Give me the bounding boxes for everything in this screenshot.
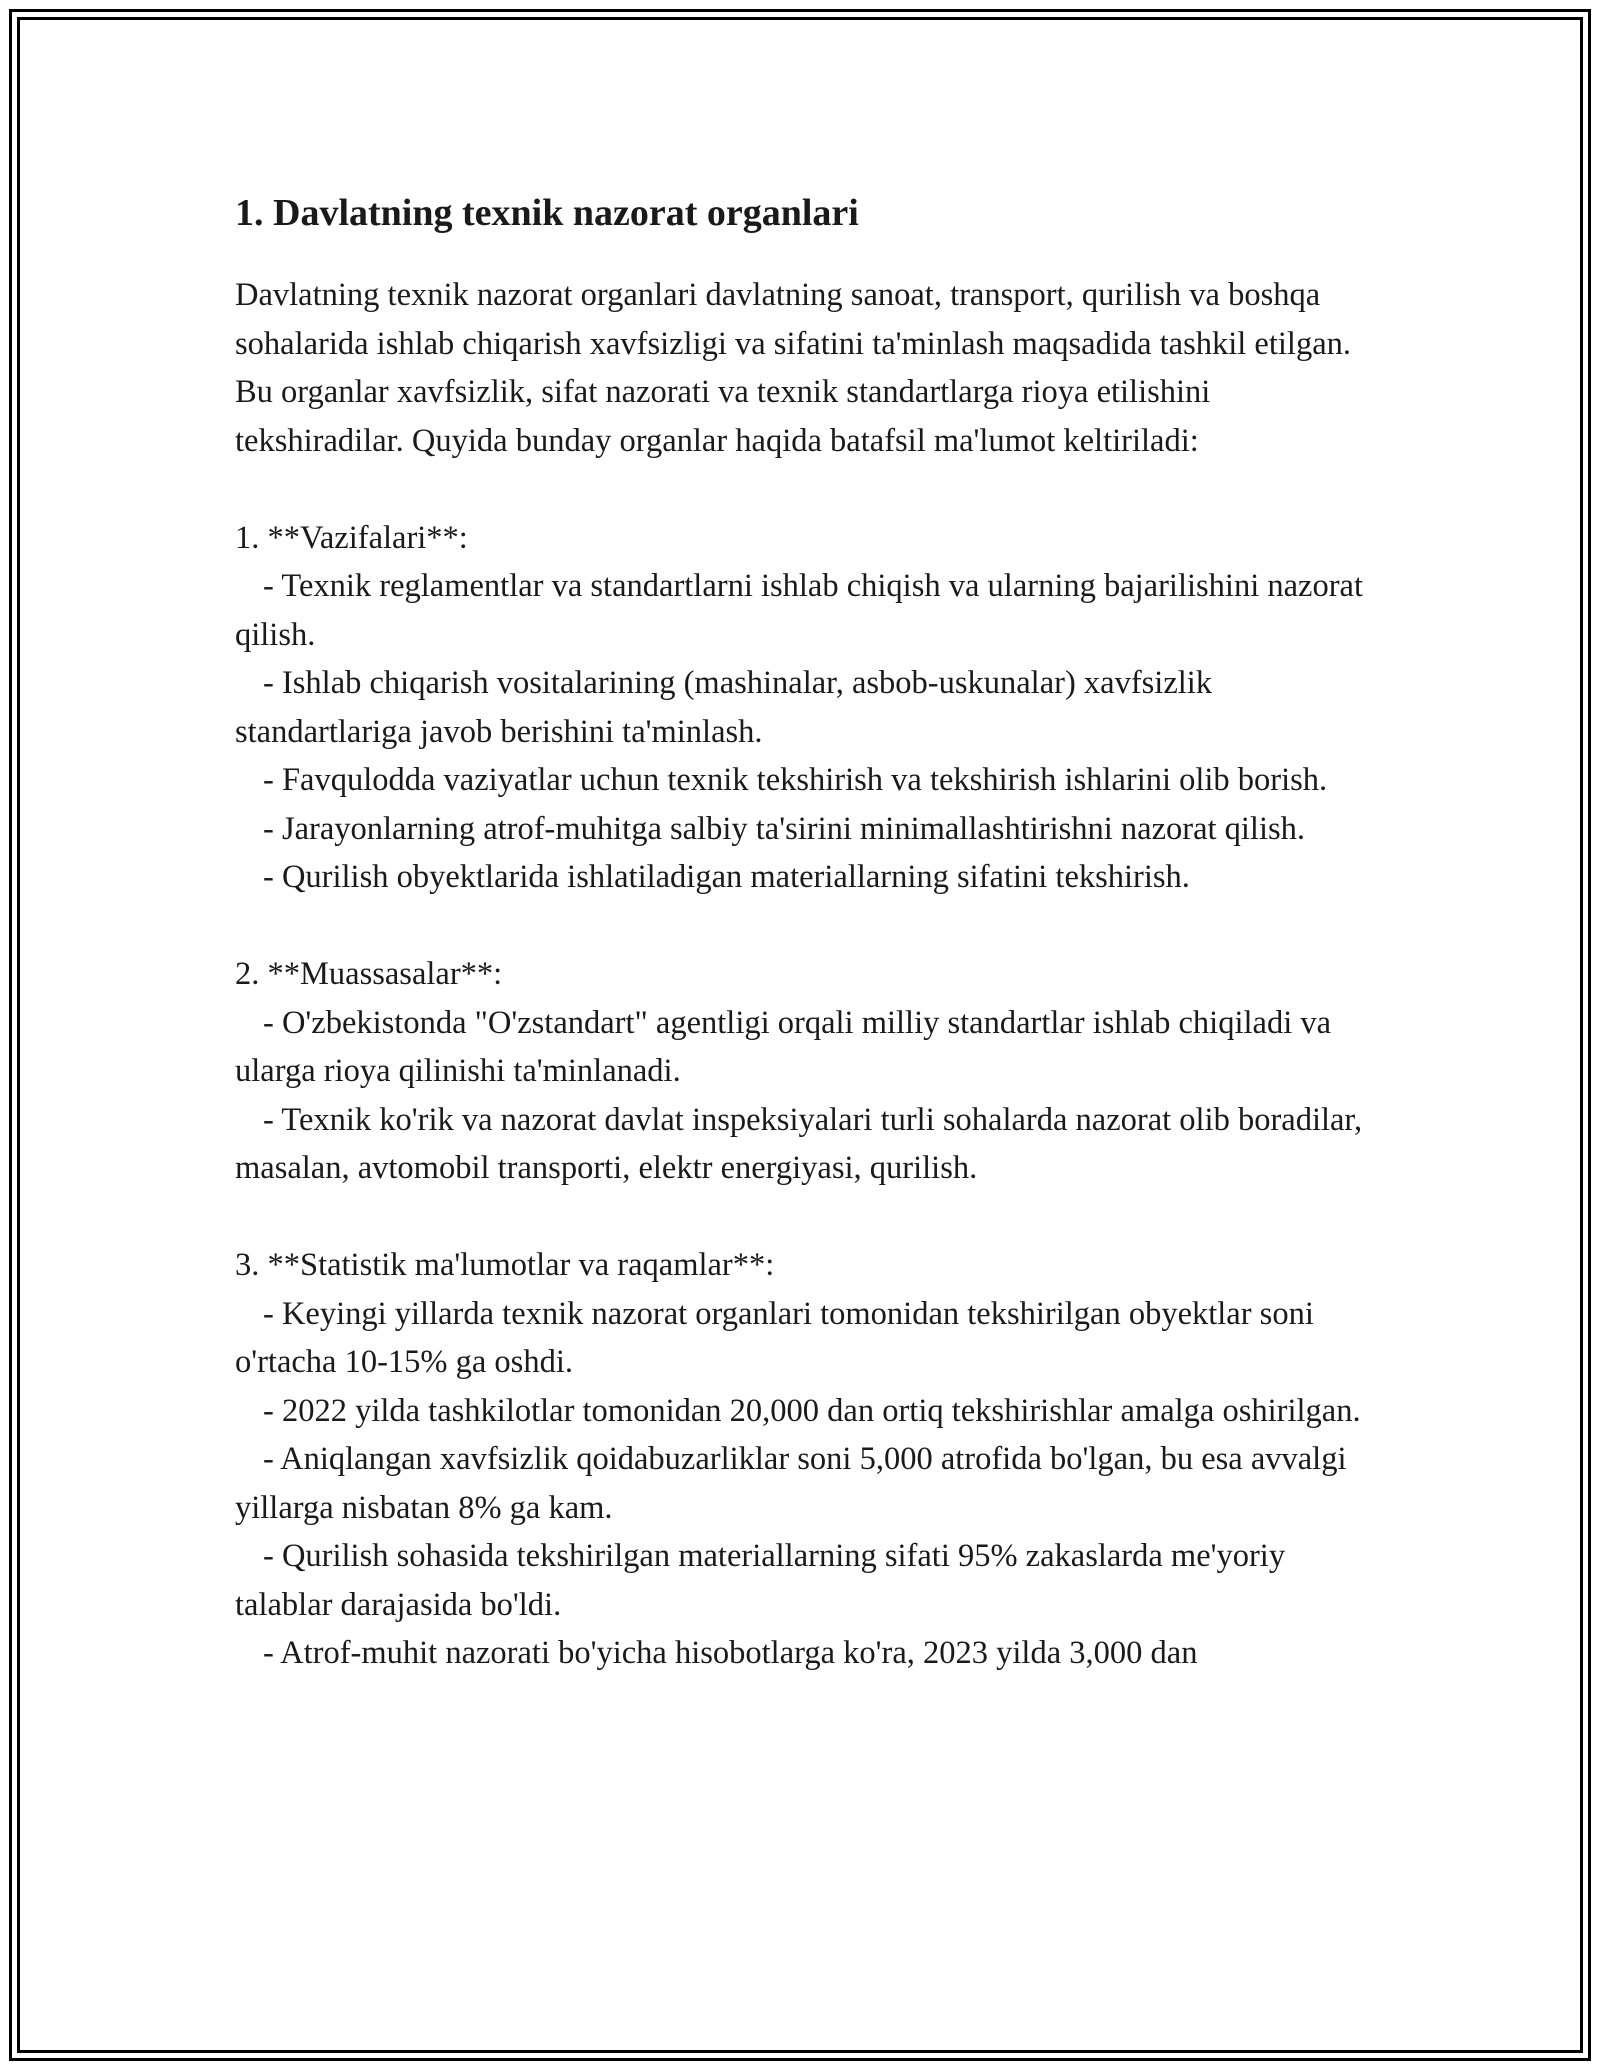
list-item: - Aniqlangan xavfsizlik qoidabuzarliklar soni 5,000 atrofida bo'lgan, bu esa avvalgi yillarga nisbatan 8% ga kam.	[235, 1441, 1347, 1526]
section-gap	[235, 465, 1365, 514]
list-item: - O'zbekistonda "O'zstandart" agentligi orqali milliy standartlar ishlab chiqiladi va ularga rioya qilinishi ta'minlanadi.	[235, 1004, 1332, 1089]
list-item: - Texnik reglamentlar va standartlarni ishlab chiqish va ularning bajarilishini nazorat qilish.	[235, 568, 1363, 653]
list-item: - Jarayonlarning atrof-muhitga salbiy ta'sirini minimallashtirishni nazorat qilish.	[263, 810, 1306, 847]
intro-paragraph: Davlatning texnik nazorat organlari davlatning sanoat, transport, qurilish va boshqa sohalarida ishlab chiqarish xavfsizligi va sifatini ta'minlash maqsadida tashkil etilgan. Bu organlar xavfsizlik, sifat nazorati va texnik standartlarga rioya etilishini tekshiradilar. Quyida bunday organlar haqida batafsil ma'lumot keltiriladi:	[235, 277, 1351, 459]
document-body	[235, 185, 1365, 1678]
list-item: - Qurilish obyektlarida ishlatiladigan materiallarning sifatini tekshirish.	[263, 859, 1190, 895]
list-item: - Keyingi yillarda texnik nazorat organlari tomonidan tekshirilgan obyektlar soni o'rtacha 10-15% ga oshdi.	[235, 1295, 1314, 1380]
section-gap	[235, 902, 1365, 951]
section-muassasalar	[235, 950, 1365, 1193]
list-item: - 2022 yilda tashkilotlar tomonidan 20,000 dan ortiq tekshirishlar amalga oshirilgan.	[263, 1392, 1361, 1429]
section-gap	[235, 1193, 1365, 1242]
section-vazifalari	[235, 514, 1365, 902]
section-title: 1. **Vazifalari**:	[235, 519, 468, 556]
list-item: - Favqulodda vaziyatlar uchun texnik tekshirish va tekshirish ishlarini olib borish.	[263, 762, 1328, 798]
list-item: - Qurilish sohasida tekshirilgan materiallarning sifati 95% zakaslarda me'yoriy talablar darajasida bo'ldi.	[235, 1538, 1286, 1623]
list-item: - Texnik ko'rik va nazorat davlat inspeksiyalari turli sohalarda nazorat olib boradilar, masalan, avtomobil transporti, elektr energiyasi, qurilish.	[235, 1101, 1363, 1186]
section-statistik	[235, 1241, 1365, 1678]
section-title: 2. **Muassasalar**:	[235, 956, 503, 992]
section-title: 3. **Statistik ma'lumotlar va raqamlar**:	[235, 1247, 775, 1283]
list-item: - Atrof-muhit nazorati bo'yicha hisobotlarga ko'ra, 2023 yilda 3,000 dan	[263, 1635, 1198, 1671]
document-heading: 1. Davlatning texnik nazorat organlari	[235, 192, 859, 234]
list-item: - Ishlab chiqarish vositalarining (mashinalar, asbob-uskunalar) xavfsizlik standartlariga javob berishini ta'minlash.	[235, 665, 1213, 750]
